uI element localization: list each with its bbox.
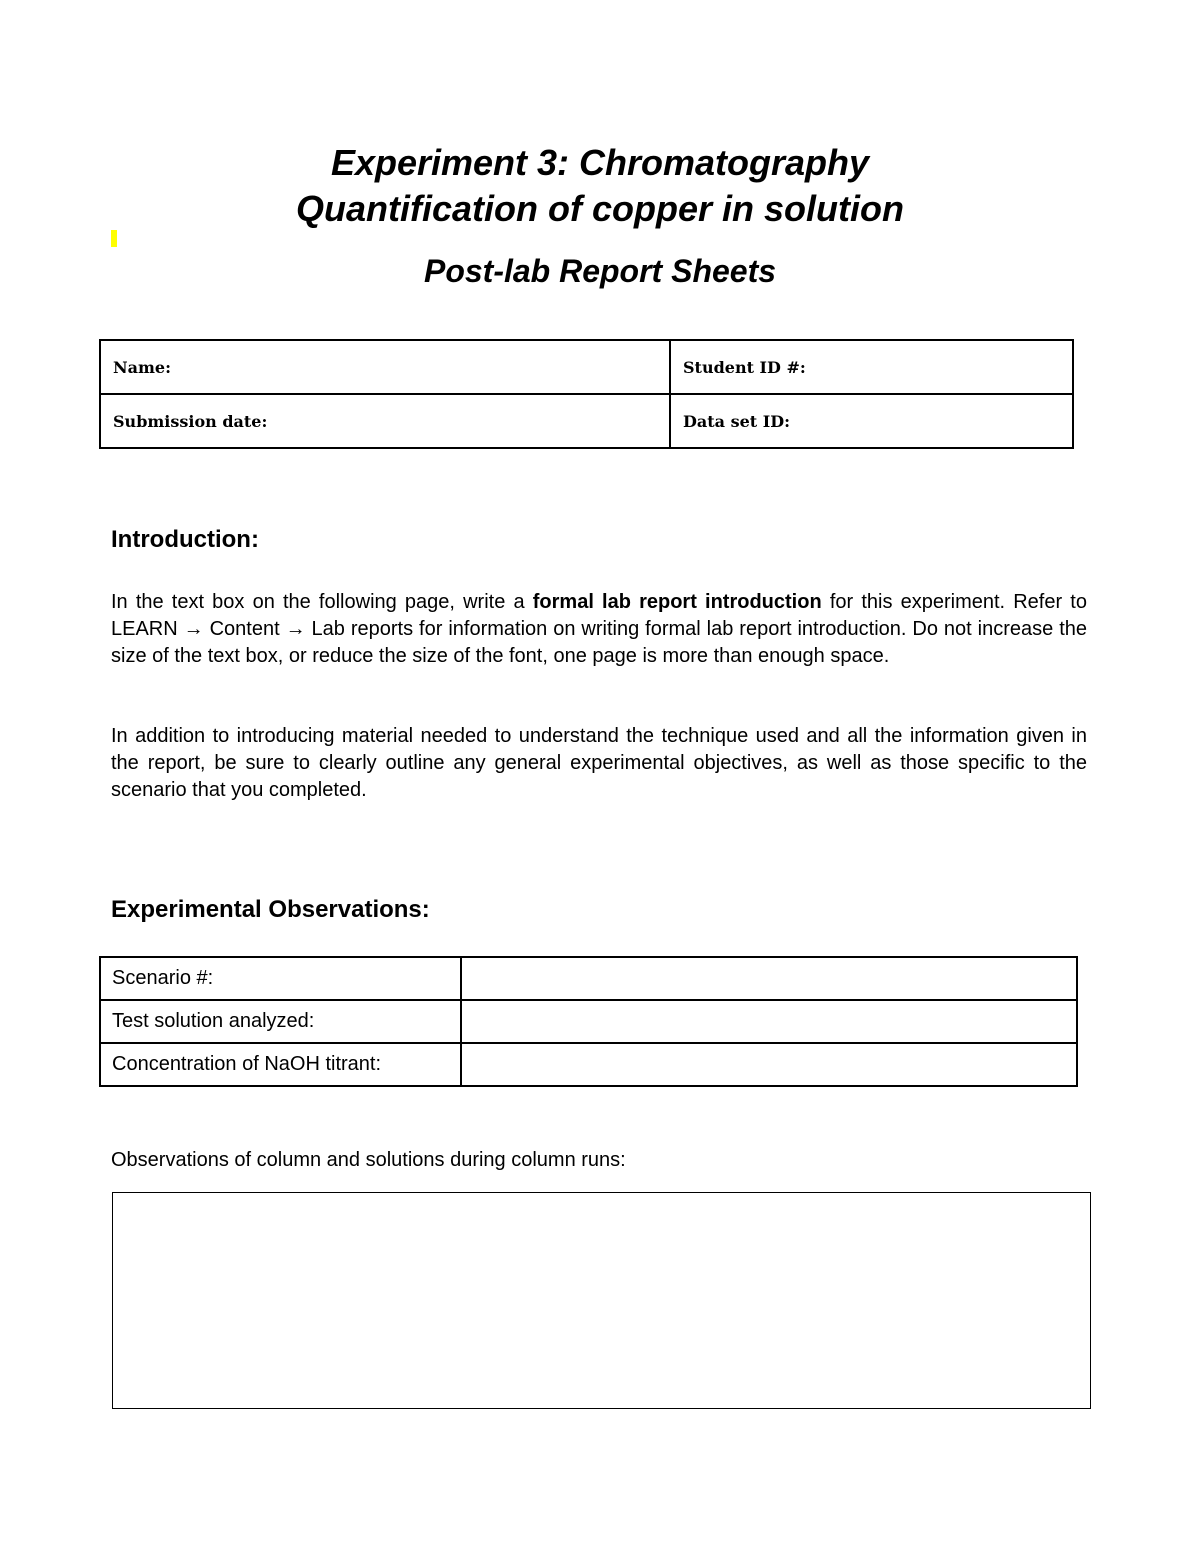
student-info-table <box>99 339 1074 449</box>
p1-text-start: In the text box on the following page, write a <box>111 591 533 613</box>
observations-heading: Experimental Observations: <box>111 896 430 923</box>
name-field[interactable] <box>100 340 670 394</box>
introduction-heading: Introduction: <box>111 526 259 553</box>
naoh-concentration-value-field[interactable] <box>461 1043 1077 1086</box>
scenario-label: Scenario #: <box>100 957 461 1000</box>
student-id-field[interactable] <box>670 340 1073 394</box>
test-solution-label: Test solution analyzed: <box>100 1000 461 1043</box>
column-observations-label: Observations of column and solutions during column runs: <box>111 1149 626 1171</box>
introduction-paragraph-2: In addition to introducing material needed to understand the technique used and all the information given in the report, be sure to clearly outline any general experimental objectives, as well as those specific to the scenario that you completed. <box>111 725 1087 801</box>
data-set-id-field[interactable] <box>670 394 1073 448</box>
table-row <box>100 957 1077 1000</box>
introduction-paragraph-1 <box>111 589 1087 670</box>
p1-text-end: for this experiment. Refer to LEARN → Content → Lab reports for information on writing formal lab report introduction. Do not increase the size of the text box, or reduce the size of the font, one page is more than enough space. <box>111 591 1087 667</box>
submission-date-field[interactable] <box>100 394 670 448</box>
table-row <box>100 1043 1077 1086</box>
submission-date-label: Submission date: <box>113 411 268 431</box>
highlight-marker <box>111 230 117 247</box>
observations-table <box>99 956 1078 1087</box>
column-observations-text-box[interactable] <box>112 1192 1091 1409</box>
title-line-2: Quantification of copper in solution <box>296 188 904 229</box>
student-id-label: Student ID #: <box>683 357 806 377</box>
name-label: Name: <box>113 357 172 377</box>
title-line-1: Experiment 3: Chromatography <box>330 142 870 183</box>
table-row <box>100 1000 1077 1043</box>
p1-bold-phrase: formal lab report introduction <box>532 591 822 613</box>
data-set-id-label: Data set ID: <box>683 411 790 431</box>
test-solution-value-field[interactable] <box>461 1000 1077 1043</box>
scenario-value-field[interactable] <box>461 957 1077 1000</box>
subtitle: Post-lab Report Sheets <box>423 253 777 289</box>
naoh-concentration-label: Concentration of NaOH titrant: <box>100 1043 461 1086</box>
